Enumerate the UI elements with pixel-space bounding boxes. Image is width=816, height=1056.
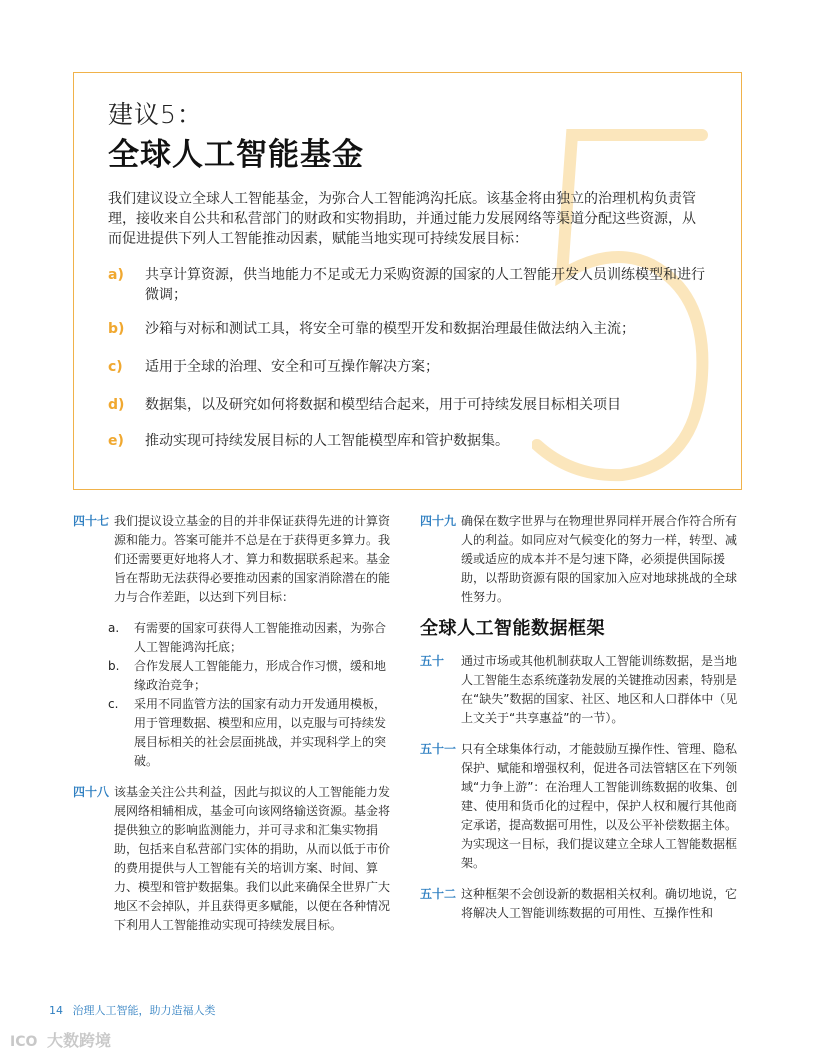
list-item xyxy=(108,431,708,451)
paragraph-47 xyxy=(73,512,396,607)
sub-list-text: 有需要的国家可获得人工智能推动因素，为弥合人工智能鸿沟托底； xyxy=(134,621,387,654)
list-text: 推动实现可持续发展目标的人工智能模型库和管护数据集。 xyxy=(145,433,509,449)
paragraph-number: 四十九 xyxy=(420,514,457,528)
list-item xyxy=(108,319,708,339)
list-item xyxy=(108,357,708,377)
list-marker: c) xyxy=(108,359,123,375)
list-text: 数据集，以及研究如何将数据和模型结合起来，用于可持续发展目标相关项目 xyxy=(145,397,621,413)
list-item xyxy=(108,265,708,305)
sub-list-marker: a. xyxy=(108,621,120,635)
recommendation-title: 全球人工智能基金 xyxy=(108,137,364,173)
sub-list-marker: c. xyxy=(108,697,119,711)
footer-title: 治理人工智能，助力造福人类 xyxy=(72,1004,216,1017)
sub-list-text: 合作发展人工智能能力，形成合作习惯，缓和地缘政治竞争； xyxy=(134,659,387,692)
section-heading: 全球人工智能数据框架 xyxy=(420,618,605,639)
recommendation-intro: 我们建议设立全球人工智能基金，为弥合人工智能鸿沟托底。该基金将由独立的治理机构负责管理，接收来自公共和私营部门的财政和实物捐助，并通过能力发展网络等渠道分配这些资源，从而促进提供下列人工智能推动因素，赋能当地实现可持续发展目标： xyxy=(108,191,696,247)
sub-list-marker: b. xyxy=(108,659,120,673)
list-text: 共享计算资源，供当地能力不足或无力采购资源的国家的人工智能开发人员训练模型和进行微调； xyxy=(145,267,705,303)
list-marker: e) xyxy=(108,433,124,449)
page-footer xyxy=(49,1002,216,1018)
sub-list-text: 采用不同监管方法的国家有动力开发通用模板，用于管理数据、模型和应用，以克服与可持续发展目标相关的社会层面挑战，并实现科学上的突破。 xyxy=(134,697,387,768)
page-number: 14 xyxy=(49,1004,63,1017)
paragraph-text: 只有全球集体行动，才能鼓励互操作性、管理、隐私保护、赋能和增强权利，促进各司法管辖区在下列领域“力争上游”：在治理人工智能训练数据的收集、创建、使用和货币化的过程中，保护人权和履行其他商定承诺，提高数据可用性，以及公平补偿数据主体。为实现这一目标，我们提议建立全球人工智能数据框架。 xyxy=(461,742,738,870)
paragraph-49 xyxy=(420,512,742,607)
list-marker: d) xyxy=(108,397,125,413)
recommendation-box xyxy=(73,72,742,490)
right-column xyxy=(420,512,742,935)
list-item xyxy=(108,395,708,415)
paragraph-52 xyxy=(420,885,742,923)
paragraph-number: 四十八 xyxy=(73,785,110,799)
paragraph-number: 五十一 xyxy=(420,742,457,756)
paragraph-text: 我们提议设立基金的目的并非保证获得先进的计算资源和能力。答案可能并不总是在于获得更多算力。我们还需要更好地将人才、算力和数据联系起来。基金旨在帮助无法获得必要推动因素的国家消除潜在的能力与合作差距，以达到下列目标： xyxy=(114,514,391,604)
list-marker: b) xyxy=(108,321,125,337)
recommendation-number: 建议5： xyxy=(108,100,203,129)
sub-list-item xyxy=(73,657,396,695)
sub-list-item xyxy=(73,619,396,657)
sub-list xyxy=(73,619,396,771)
paragraph-number: 四十七 xyxy=(73,514,110,528)
paragraph-number: 五十二 xyxy=(420,887,457,901)
list-marker: a) xyxy=(108,267,124,283)
watermark-logo-icon: ICO xyxy=(10,1034,38,1050)
paragraph-50 xyxy=(420,652,742,728)
sub-list-item xyxy=(73,695,396,771)
paragraph-48 xyxy=(73,783,396,935)
paragraph-51 xyxy=(420,740,742,873)
list-text: 适用于全球的治理、安全和可互操作解决方案； xyxy=(145,359,439,375)
left-column xyxy=(73,512,396,947)
paragraph-text: 通过市场或其他机制获取人工智能训练数据，是当地人工智能生态系统蓬勃发展的关键推动因素，特别是在“缺失”数据的国家、社区、地区和人口群体中（见上文关于“共享惠益”的一节）。 xyxy=(461,654,738,725)
paragraph-number: 五十 xyxy=(420,654,445,668)
list-text: 沙箱与对标和测试工具，将安全可靠的模型开发和数据治理最佳做法纳入主流； xyxy=(145,321,635,337)
paragraph-text: 该基金关注公共利益，因此与拟议的人工智能能力发展网络相辅相成，基金可向该网络输送资源。基金将提供独立的影响监测能力，并可寻求和汇集实物捐助，包括来自私营部门实体的捐助，从而以低于市价的费用提供与人工智能有关的培训方案、时间、算力、模型和管护数据集。我们以此来确保全世界广大地区不会掉队，并且获得更多赋能，以便在各种情况下利用人工智能推动实现可持续发展目标。 xyxy=(114,785,391,932)
paragraph-text: 这种框架不会创设新的数据相关权利。确切地说，它将解决人工智能训练数据的可用性、互操作性和 xyxy=(461,887,738,920)
watermark-text: 大数跨境 xyxy=(46,1031,111,1050)
paragraph-text: 确保在数字世界与在物理世界同样开展合作符合所有人的利益。如同应对气候变化的努力一样，转型、减缓或适应的成本并不是匀速下降，必须提供国际援助，以帮助资源有限的国家加入应对地球挑战的全球性努力。 xyxy=(461,514,738,604)
watermark xyxy=(10,1028,111,1051)
